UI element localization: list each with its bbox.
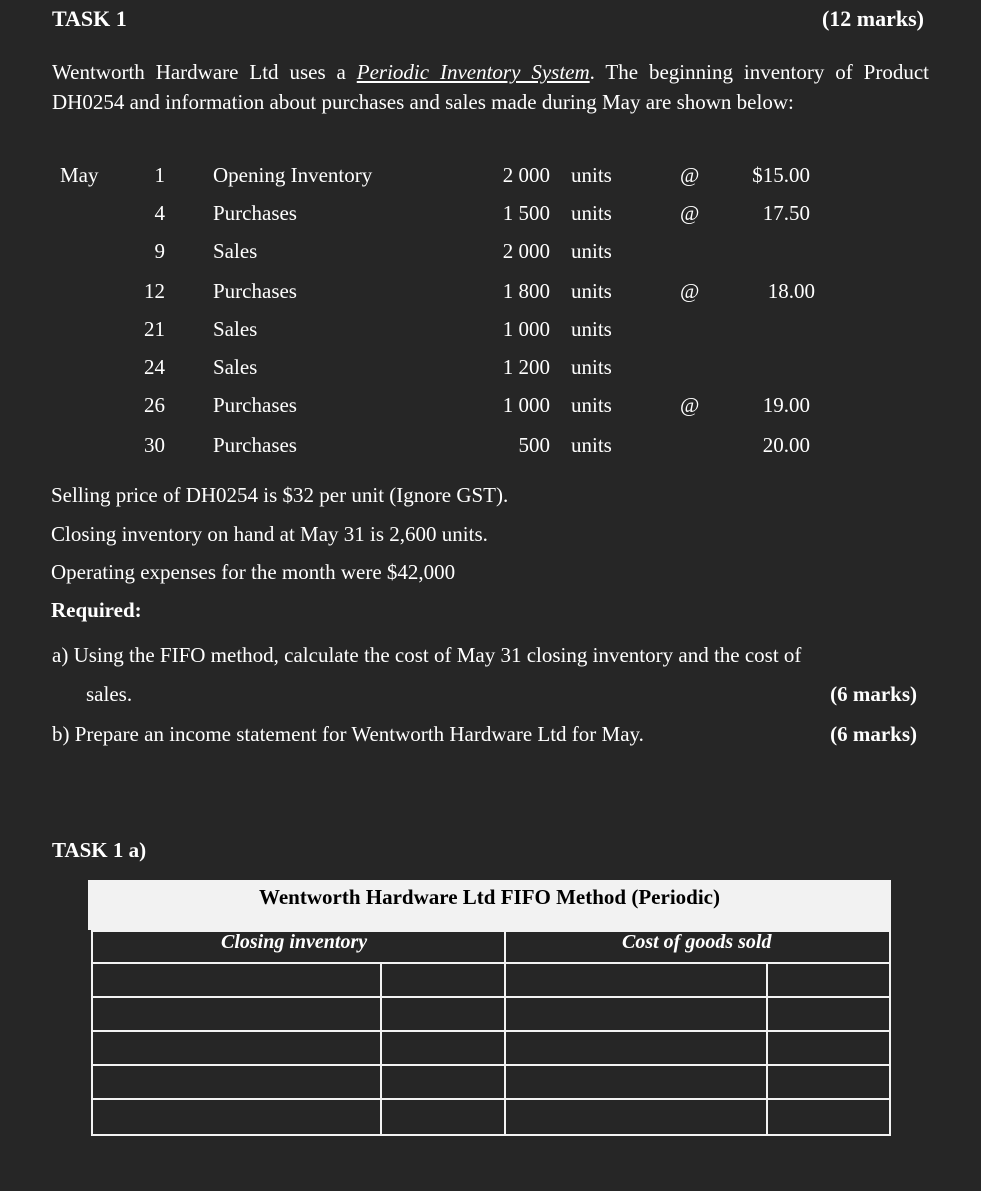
transaction-unit: units bbox=[571, 201, 612, 225]
transaction-month: May bbox=[60, 163, 99, 187]
transaction-unit: units bbox=[571, 239, 612, 263]
row-divider bbox=[93, 1030, 889, 1032]
transaction-price: 18.00 bbox=[767, 279, 815, 303]
cogs-amount-cell[interactable] bbox=[770, 966, 887, 994]
transaction-unit: units bbox=[571, 355, 612, 379]
transaction-unit: units bbox=[571, 393, 612, 417]
row-divider bbox=[93, 996, 889, 998]
intro-emphasis: Periodic Inventory System bbox=[356, 60, 590, 84]
closing-inventory-cell[interactable] bbox=[95, 966, 378, 994]
transaction-unit: units bbox=[571, 433, 612, 457]
transaction-row bbox=[0, 239, 981, 267]
transaction-row bbox=[0, 317, 981, 345]
transaction-description: Opening Inventory bbox=[213, 163, 373, 187]
transaction-day: 4 bbox=[154, 201, 165, 225]
intro-paragraph bbox=[52, 58, 929, 117]
cogs-column-header: Cost of goods sold bbox=[622, 931, 772, 953]
closing-inventory-column-header: Closing inventory bbox=[221, 931, 368, 953]
task-title: TASK 1 bbox=[52, 6, 127, 31]
transaction-quantity: 1 200 bbox=[502, 355, 550, 379]
transaction-quantity: 500 bbox=[518, 433, 550, 457]
part-b-marks: (6 marks) bbox=[830, 722, 917, 746]
transaction-day: 24 bbox=[144, 355, 165, 379]
row-divider bbox=[93, 1064, 889, 1066]
transaction-row bbox=[0, 163, 981, 191]
intro-text-before: Wentworth Hardware Ltd uses a bbox=[52, 60, 357, 84]
part-a-marks: (6 marks) bbox=[830, 682, 917, 706]
selling-price-note: Selling price of DH0254 is $32 per unit (Ignore GST). bbox=[51, 483, 509, 507]
closing-inventory-amount-cell[interactable] bbox=[384, 966, 502, 994]
table-title-bar bbox=[88, 880, 891, 930]
closing-amount-divider bbox=[380, 964, 382, 1134]
transaction-description: Purchases bbox=[213, 279, 297, 303]
transaction-at-symbol: @ bbox=[680, 279, 700, 303]
transaction-description: Purchases bbox=[213, 433, 297, 457]
transaction-description: Sales bbox=[213, 317, 258, 341]
transaction-unit: units bbox=[571, 317, 612, 341]
required-heading: Required: bbox=[51, 598, 142, 622]
transaction-row bbox=[0, 355, 981, 383]
part-a-question: a) Using the FIFO method, calculate the cost of May 31 closing inventory and the cost of bbox=[52, 643, 802, 667]
transaction-description: Purchases bbox=[213, 393, 297, 417]
transaction-quantity: 2 000 bbox=[502, 239, 550, 263]
transaction-day: 21 bbox=[144, 317, 165, 341]
transaction-price: 20.00 bbox=[762, 433, 810, 457]
closing-inventory-note: Closing inventory on hand at May 31 is 2,600 units. bbox=[51, 522, 488, 546]
transaction-at-symbol: @ bbox=[680, 393, 700, 417]
transaction-at-symbol: @ bbox=[680, 163, 700, 187]
transaction-price: 19.00 bbox=[762, 393, 810, 417]
transaction-day: 30 bbox=[144, 433, 165, 457]
task-marks: (12 marks) bbox=[821, 6, 924, 31]
answer-grid bbox=[91, 930, 891, 1136]
row-divider bbox=[93, 1098, 889, 1100]
transaction-description: Sales bbox=[213, 239, 258, 263]
transaction-day: 26 bbox=[144, 393, 165, 417]
transaction-day: 1 bbox=[154, 163, 165, 187]
transaction-quantity: 2 000 bbox=[502, 163, 550, 187]
transaction-unit: units bbox=[571, 279, 612, 303]
transaction-day: 12 bbox=[144, 279, 165, 303]
transaction-row bbox=[0, 201, 981, 229]
part-b-question: b) Prepare an income statement for Wentworth Hardware Ltd for May. bbox=[52, 722, 644, 746]
transaction-quantity: 1 800 bbox=[502, 279, 550, 303]
row-divider bbox=[93, 962, 889, 964]
transaction-price: $15.00 bbox=[752, 163, 810, 187]
transaction-day: 9 bbox=[154, 239, 165, 263]
operating-expenses-note: Operating expenses for the month were $42,000 bbox=[51, 560, 456, 584]
transaction-row bbox=[0, 393, 981, 421]
table-title: Wentworth Hardware Ltd FIFO Method (Periodic) bbox=[259, 885, 720, 909]
transaction-row bbox=[0, 433, 981, 461]
transaction-at-symbol: @ bbox=[680, 201, 700, 225]
cogs-cell[interactable] bbox=[508, 966, 764, 994]
fifo-answer-table bbox=[88, 880, 891, 1136]
part-a-question-continued: sales. bbox=[86, 682, 133, 706]
transaction-description: Sales bbox=[213, 355, 258, 379]
cogs-amount-divider bbox=[766, 964, 768, 1134]
transaction-price: 17.50 bbox=[762, 201, 810, 225]
intro-text-after: . The beginning inventory of Product DH0254 and information about purchases and sales made during May are shown below: bbox=[52, 60, 929, 114]
answer-heading: TASK 1 a) bbox=[52, 838, 147, 862]
transaction-row bbox=[0, 279, 981, 307]
transaction-unit: units bbox=[571, 163, 612, 187]
transaction-quantity: 1 000 bbox=[502, 317, 550, 341]
transaction-quantity: 1 500 bbox=[502, 201, 550, 225]
transaction-quantity: 1 000 bbox=[502, 393, 550, 417]
transaction-description: Purchases bbox=[213, 201, 297, 225]
